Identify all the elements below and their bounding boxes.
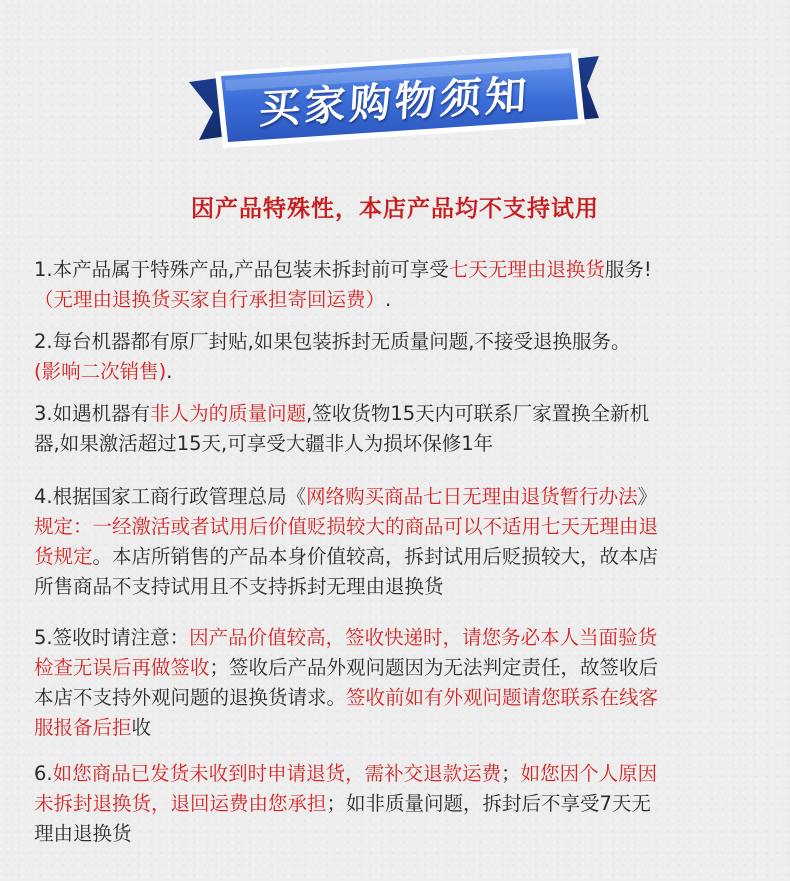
highlight-text: (影响二次销售)	[34, 360, 167, 383]
notice-text: 2.每台机器都有原厂封贴,如果包装拆封无质量问题,不接受退换服务。	[34, 330, 631, 353]
highlight-text: 如您因个人原因	[520, 762, 658, 785]
notice-line	[34, 572, 774, 602]
notice-line	[34, 357, 774, 387]
notice-line	[34, 713, 774, 743]
notice-text: ,签收货物15天内可联系厂家置换全新机	[306, 402, 650, 425]
notice-line	[34, 255, 774, 285]
notice-line	[34, 653, 774, 683]
notice-item-2	[34, 327, 774, 387]
notice-text: 器,如果激活超过15天,可享受大疆非人为损坏保修1年	[34, 432, 494, 455]
notice-text: 4.根据国家工商行政管理总局《	[34, 485, 307, 508]
notice-text: 理由退换货	[34, 822, 132, 845]
notice-line	[34, 482, 774, 512]
notice-text: 1.本产品属于特殊产品,产品包装未拆封前可享受	[34, 258, 449, 281]
notice-text: 6.	[34, 762, 53, 785]
title-banner	[185, 42, 605, 154]
highlight-text: 因产品价值较高，签收快递时，请您务必本人当面验货	[189, 626, 658, 649]
notice-text: ；	[501, 762, 521, 785]
notice-line	[34, 327, 774, 357]
notice-text: 服务!	[604, 258, 652, 281]
headline: 因产品特殊性，本店产品均不支持试用	[191, 196, 599, 222]
highlight-text: 签收前如有外观问题请您联系在线客	[346, 686, 659, 709]
highlight-text: 七天无理由退换货	[448, 258, 605, 281]
notice-text: ；如非质量问题，拆封后不享受7天无	[326, 792, 651, 815]
notice-text: .	[166, 360, 173, 383]
notice-text: 》	[637, 485, 658, 508]
notice-item-3	[34, 399, 774, 459]
highlight-text: 货规定	[34, 545, 93, 568]
notice-text: .	[385, 288, 392, 311]
notice-item-6	[34, 759, 774, 849]
notice-text: 收	[131, 716, 152, 739]
highlight-text: 规定：一经激活或者试用后价值贬损较大的商品可以不适用七天无理由退	[34, 515, 659, 538]
highlight-text: （无理由退换货买家自行承担寄回运费）	[34, 288, 386, 311]
highlight-text: 检查无误后再做签收	[34, 656, 210, 679]
notice-line	[34, 683, 774, 713]
highlight-text: 网络购买商品七日无理由退货暂行办法	[306, 485, 638, 508]
notice-item-5	[34, 623, 774, 743]
notice-line	[34, 512, 774, 542]
notice-text: 3.如遇机器有	[34, 402, 151, 425]
notice-item-4	[34, 482, 774, 602]
notice-text: 所售商品不支持试用且不支持拆封无理由退换货	[34, 575, 444, 598]
notice-line	[34, 789, 774, 819]
notice-line	[34, 542, 774, 572]
highlight-text: 如您商品已发货未收到时申请退货，需补交退款运费	[52, 762, 502, 785]
notice-line	[34, 429, 774, 459]
highlight-text: 未拆封退换货，退回运费由您承担	[34, 792, 327, 815]
notice-line	[34, 285, 774, 315]
notice-text: 本店不支持外观问题的退换货请求。	[34, 686, 347, 709]
notice-text: 5.签收时请注意：	[34, 626, 190, 649]
notice-line	[34, 819, 774, 849]
banner-title: 买家购物须知	[257, 70, 532, 133]
notice-text: 。本店所销售的产品本身价值较高，拆封试用后贬损较大，故本店	[92, 545, 659, 568]
notice-line	[34, 623, 774, 653]
notice-line	[34, 759, 774, 789]
notice-line	[34, 399, 774, 429]
highlight-text: 服报备后拒	[34, 716, 132, 739]
notice-text: ；签收后产品外观问题因为无法判定责任，故签收后	[209, 656, 659, 679]
notice-item-1	[34, 255, 774, 315]
highlight-text: 非人为的质量问题	[150, 402, 307, 425]
